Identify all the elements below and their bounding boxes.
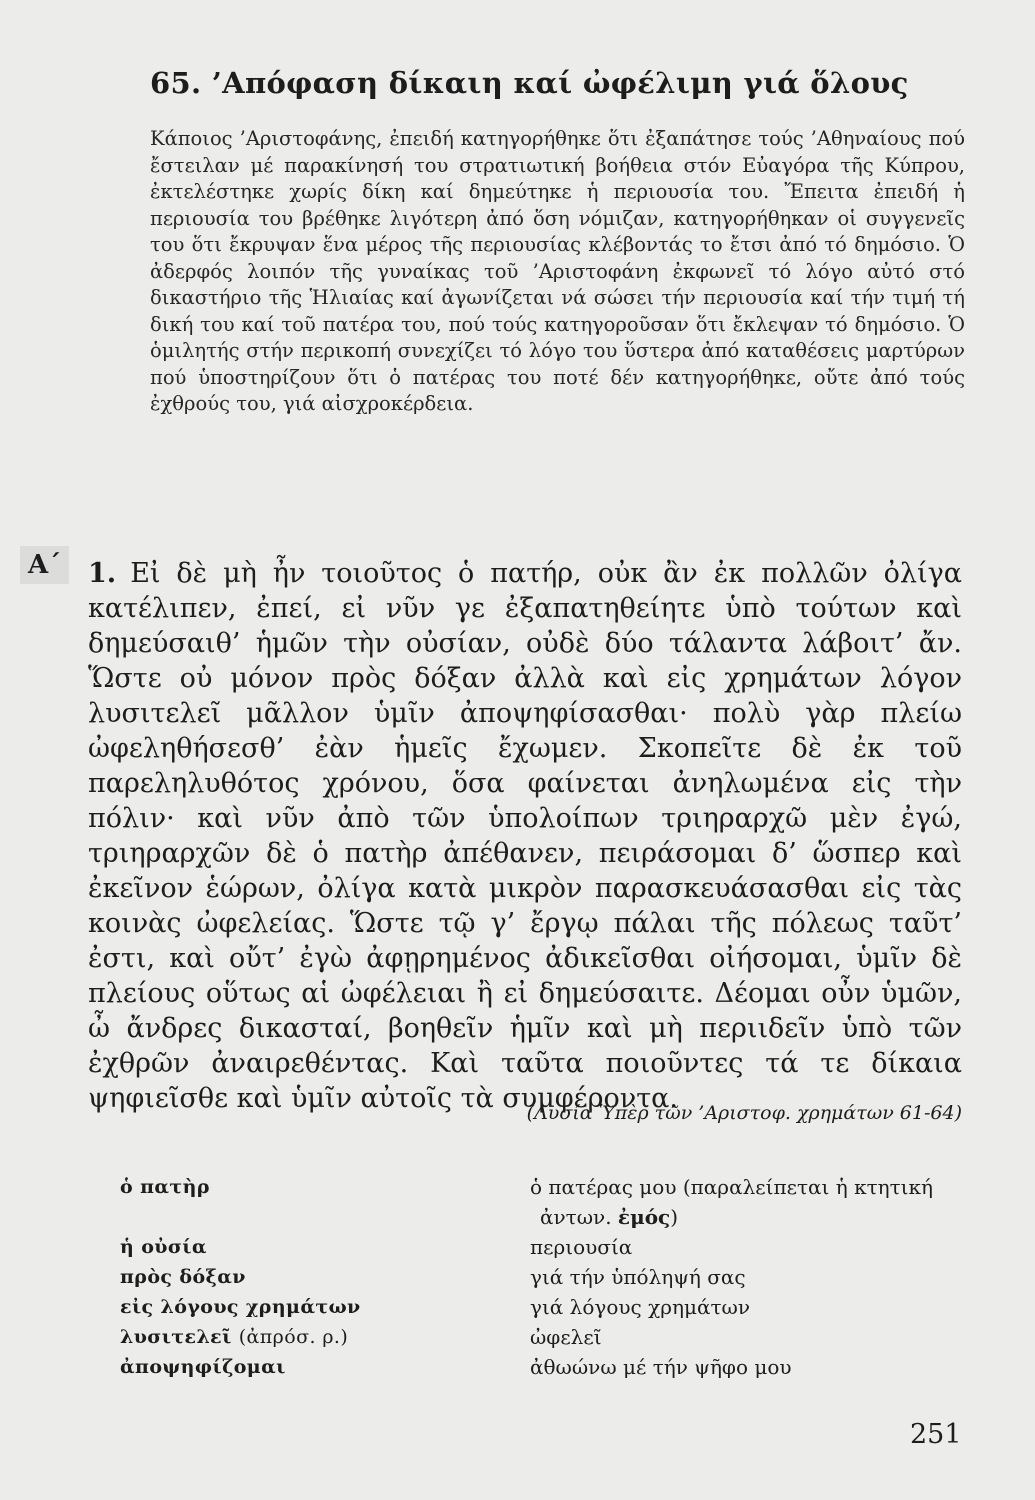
ancient-text: Εἰ δὲ μὴ ἦν τοιοῦτος ὁ πατήρ, οὐκ ἂν ἐκ πολλῶν ὀλίγα κατέλιπεν, ἐπεί, εἰ νῦν γε ἐξαπατηθείητε ὑπὸ τούτων καὶ δημεύσαιθ’ ἡμῶν τὴν οὐσίαν, οὐδὲ δύο τάλαντα λάβοιτ’ ἄν. Ὥστε οὐ μόνον πρὸς δόξαν ἀλλὰ καὶ εἰς χρημάτων λόγον λυσιτελεῖ μᾶλλον ὑμῖν ἀποψηφίσασθαι· πολὺ γὰρ πλείω ὠφεληθήσεσθ’ ἐὰν ἡμεῖς ἔχωμεν. Σκοπεῖτε δὲ ἐκ τοῦ παρεληλυθότος χρόνου, ὅσα φαίνεται ἀνηλωμένα εἰς τὴν πόλιν· καὶ νῦν ἀπὸ τῶν ὑπολοίπων τριηραρχῶ μὲν ἐγώ, τριηραρχῶν δὲ ὁ πατὴρ ἀπέθανεν, πειράσομαι δ’ ὥσπερ καὶ ἐκεῖνον ἑώρων, ὀλίγα κατὰ μικρὸν παρασκευάσασθαι εἰς τὰς κοινὰς ὠφελείας. Ὥστε τῷ γ’ ἔργῳ πάλαι τῆς πόλεως ταῦτ’ ἐστι, καὶ οὔτ’ ἐγὼ ἀφῃρημένος ἀδικεῖσθαι οἰήσομαι, ὑμῖν δὲ πλείους οὕτως αἱ ὠφέλειαι ἢ εἰ δημεύσαιτε. Δέομαι οὖν ὑμῶν, ὦ ἄνδρες δικασταί, βοηθεῖν ἡμῖν καὶ μὴ περιιδεῖν ὑπὸ τῶν ἐχθρῶν ἀναιρεθέντας. Καὶ ταῦτα ποιοῦντες τά τε δίκαια ψηφιεῖσθε καὶ ὑμῖν αὐτοῖς τὰ συμφέροντα. — [88, 558, 962, 1114]
glossary-definition — [530, 1172, 980, 1232]
glossary-term-text: λυσιτελεῖ — [120, 1326, 232, 1348]
glossary-term: ἡ οὐσία — [120, 1236, 207, 1258]
glossary-definition: γιά τήν ὑπόληψή σας — [530, 1265, 746, 1289]
intro-paragraph: Κάποιος ’Αριστοφάνης, ἐπειδή κατηγορήθηκε ὅτι ἐξαπάτησε τούς ’Αθηναίους πού ἔστειλαν μέ παρακίνησή του στρατιωτική βοήθεια στόν Εὐαγόρα τῆς Κύπρου, ἐκτελέστηκε χωρίς δίκη καί δημεύτηκε ἡ περιουσία του. Ἔπειτα ἐπειδή ἡ περιουσία του βρέθηκε λιγότερη ἀπό ὅση νόμιζαν, κατηγορήθηκαν οἱ συγγενεῖς του ὅτι ἔκρυψαν ἕνα μέρος τῆς περιουσίας κλέβοντάς το ἔτσι ἀπό τό δημόσιο. Ὁ ἀδερφός λοιπόν τῆς γυναίκας τοῦ ’Αριστοφάνη ἐκφωνεῖ τό λόγο αὐτό στό δικαστήριο τῆς Ἡλιαίας καί ἀγωνίζεται νά σώσει τήν περιουσία καί τήν τιμή τή δική του καί τοῦ πατέρα του, πού τούς κατηγοροῦσαν ὅτι ἔκλεψαν τό δημόσιο. Ὁ ὁμιλητής στήν περικοπή συνεχίζει τό λόγο του ὕστερα ἀπό καταθέσεις μαρτύρων πού ὑποστηρίζουν ὅτι ὁ πατέρας του ποτέ δέν κατηγορήθηκε, οὔτε ἀπό τούς ἐχθρούς του, γιά αἰσχροκέρδεια. — [150, 127, 965, 415]
glossary-term — [120, 1322, 530, 1352]
glossary — [120, 1172, 980, 1382]
glossary-row — [120, 1292, 980, 1322]
glossary-term-note: (ἀπρόσ. ρ.) — [238, 1326, 349, 1348]
glossary-definition: γιά λόγους χρημάτων — [530, 1295, 750, 1319]
source-citation: (Λυσία Ὑπὲρ τῶν ’Αριστοφ. χρημάτων 61-64) — [526, 1102, 962, 1124]
page-number: 251 — [910, 1419, 962, 1450]
glossary-term: ἀποψηφίζομαι — [120, 1356, 286, 1378]
glossary-term: εἰς λόγους χρημάτων — [120, 1296, 361, 1318]
glossary-row — [120, 1262, 980, 1292]
paragraph-number: 1. — [88, 558, 117, 589]
glossary-row — [120, 1322, 980, 1352]
glossary-term: ὁ πατὴρ — [120, 1176, 210, 1198]
glossary-definition-bold: ἐμός — [617, 1205, 671, 1229]
glossary-definition: ἀθωώνω μέ τήν ψῆφο μου — [530, 1355, 792, 1379]
glossary-row — [120, 1232, 980, 1262]
glossary-definition: ὠφελεῖ — [530, 1325, 602, 1349]
glossary-definition-text: ὁ πατέρας μου (παραλείπεται ἡ κτητική ἀντων. — [530, 1175, 933, 1229]
section-marker: Α΄ — [20, 546, 69, 584]
section-title: 65. ’Απόφαση δίκαιη καί ὠφέλιμη γιά ὅλους — [150, 66, 909, 100]
ancient-text-paragraph — [88, 556, 962, 1116]
glossary-row — [120, 1172, 980, 1232]
glossary-definition-end: ) — [670, 1205, 679, 1229]
glossary-term: πρὸς δόξαν — [120, 1266, 246, 1288]
glossary-definition: περιουσία — [530, 1235, 633, 1259]
glossary-row — [120, 1352, 980, 1382]
